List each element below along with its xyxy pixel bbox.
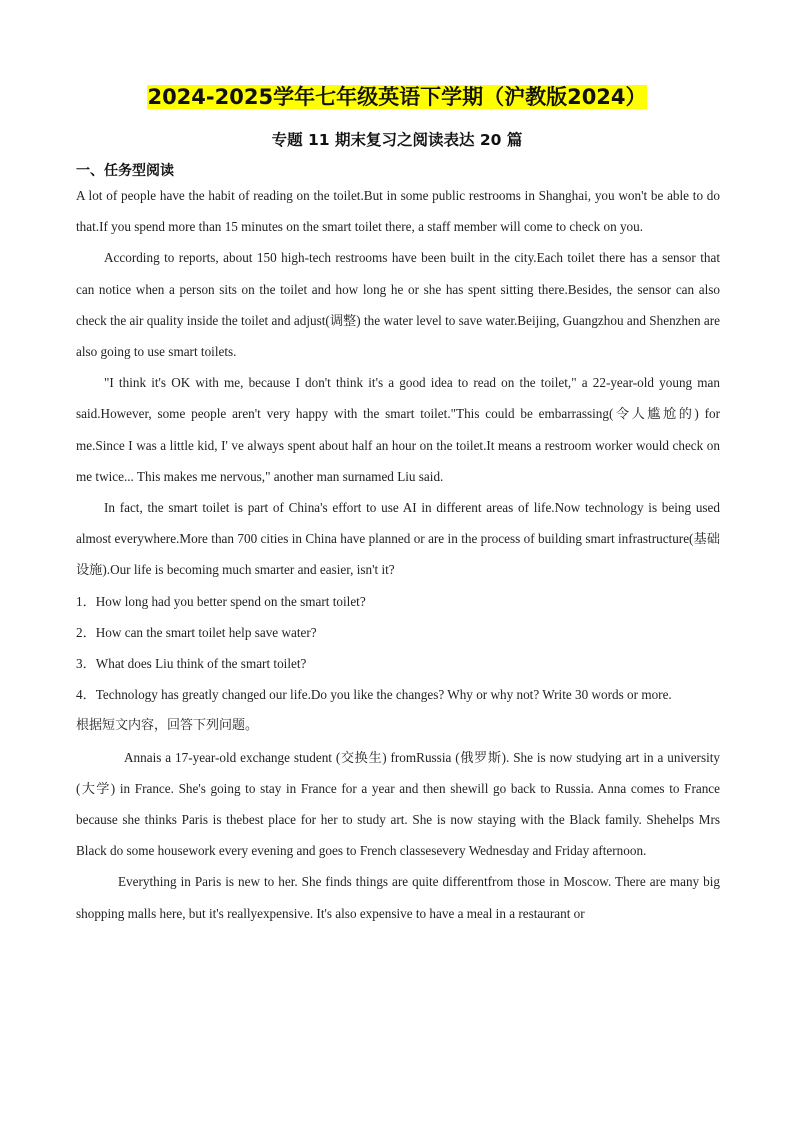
title-end: ） [625,85,647,109]
title-version: 2024 [567,85,626,109]
question-4: 4．Technology has greatly changed our life.Do you like the changes? Why or why not? Write 30 words or more. [76,687,672,703]
document-title [147,82,646,112]
passage1-paragraph-2: According to reports, about 150 high-tech restrooms have been built in the city.Each toilet there has a sensor that can notice when a person sits on the toilet and how long he or she has spent sitting there.Besides, the sensor can also check the air quality inside the toilet and adjust(调整) the water level to save water.Beijing, Guangzhou and Shenzhen are also going to use smart toilets. [76,250,720,360]
document-subtitle: 专题 11 期末复习之阅读表达 20 篇 [271,131,523,149]
passage1-paragraph-1: A lot of people have the habit of reading on the toilet.But in some public restrooms in Shanghai, you won't be able to do that.If you spend more than 15 minutes on the smart toilet there, a staff member will come to check on you. [76,188,720,235]
question-1: 1．How long had you better spend on the smart toilet? [76,593,366,609]
passage1-paragraph-3: "I think it's OK with me, because I don't think it's a good idea to read on the toilet," a 22-year-old young man said.However, some people aren't very happy with the smart toilet."This could be embarrassing(令人尴尬的) for me.Since I was a little kid, I' ve always spent about half an hour on the toilet.It means a restroom worker would check on me twice... This makes me nervous," another man surnamed Liu said. [76,375,720,484]
passage2-paragraph-1: Annais a 17-year-old exchange student (交换生) fromRussia (俄罗斯). She is now studying art in a university (大学) in France. She's going to stay in France for a year and then shewill go back to Russia. Anna comes to France because she thinks Paris is thebest place for her to study art. She is now staying with the Black family. Shehelps Mrs Black do some housework every evening and goes to French classesevery Wednesday and Friday afternoon. [76,749,720,859]
title-year: 2024-2025 [147,85,274,109]
passage2-paragraph-2: Everything in Paris is new to her. She finds things are quite differentfrom those in Moscow. There are many big shopping malls here, but it's reallyexpensive. It's also expensive to have a meal in a restaurant or [76,874,720,921]
question-2: 2．How can the smart toilet help save water? [76,624,317,640]
title-middle: 学年七年级英语下学期（沪教版 [273,85,568,109]
passage1-paragraph-4: In fact, the smart toilet is part of China's effort to use AI in different areas of life.Now technology is being used almost everywhere.More than 700 cities in China have planned or are in the process of building smart infrastructure(基础设施).Our life is becoming much smarter and easier, isn't it? [76,500,720,578]
document-body [76,180,720,929]
instruction-text: 根据短文内容，回答下列问题。 [76,718,259,734]
question-3: 3．What does Liu think of the smart toilet? [76,656,307,672]
title-block [0,82,794,112]
section-heading: 一、任务型阅读 [76,163,174,179]
